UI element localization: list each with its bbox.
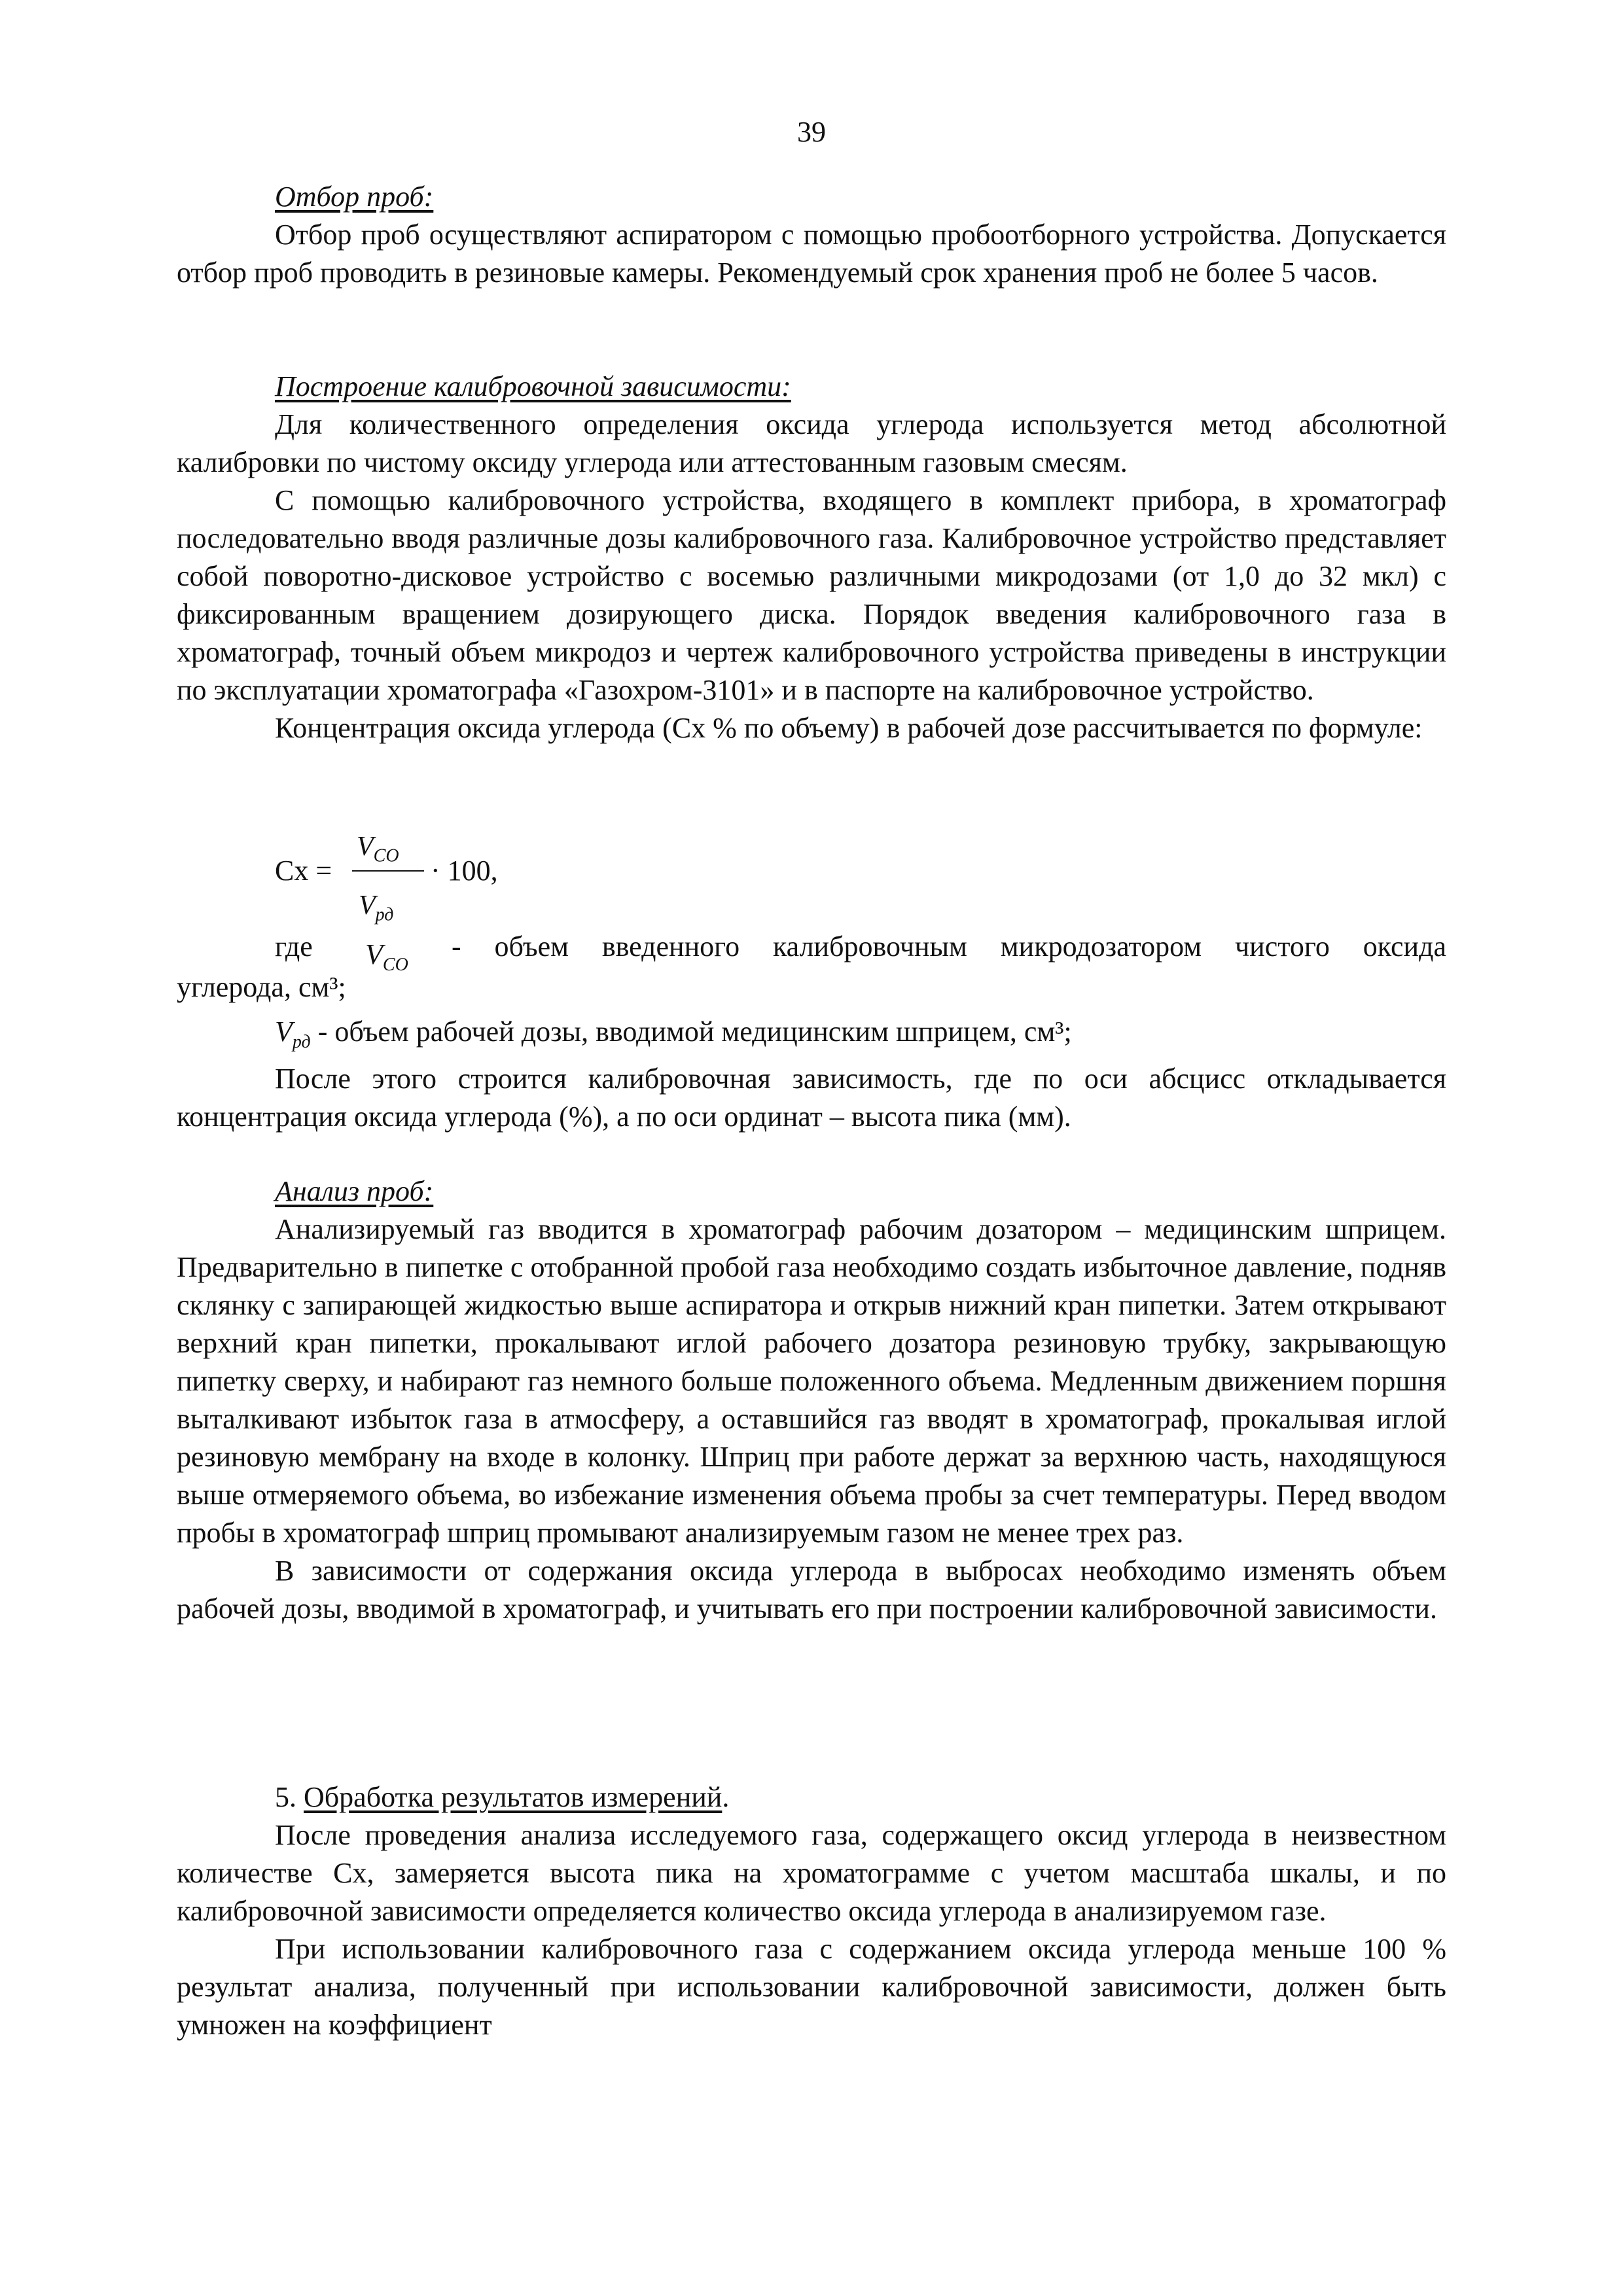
vco-definition-text: - объем введенного калибровочным микродозатором чистого оксида [452, 930, 1446, 963]
results-heading [275, 1778, 729, 1816]
calibration-heading: Построение калибровочной зависимости: [275, 370, 791, 402]
results-body [177, 1816, 1446, 2044]
calibration-after-paragraph: После этого строится калибровочная зависимость, где по оси абсцисс откладывается концентрация оксида углерода (%), а по оси ординат – высота пика (мм). [177, 1063, 1446, 1133]
vpd-definition-text: - объем рабочей дозы, вводимой медицинским шприцем, см³; [317, 1016, 1072, 1048]
results-heading-number: 5. [275, 1781, 296, 1813]
calibration-paragraph-3: Концентрация оксида углерода (Сх % по объему) в рабочей дозе рассчитывается по формуле: [275, 712, 1423, 744]
calibration-body [177, 406, 1446, 747]
analysis-paragraph-2: В зависимости от содержания оксида углерода в выбросах необходимо изменять объем рабочей дозы, вводимой в хроматограф, и учитывать его при построении калибровочной зависимости. [177, 1555, 1446, 1625]
sampling-body [177, 216, 1446, 292]
analysis-paragraph-1: Анализируемый газ вводится в хроматограф рабочим дозатором – медицинским шприцем. Предварительно в пипетке с отобранной пробой газа необходимо создать избыточное давление, подняв склянку с запирающей жидкостью выше аспиратора и открыв нижний кран пипетки. Затем открывают верхний кран пипетки, прокалывают иглой рабочего дозатора резиновую трубку, закрывающую пипетку сверху, и набирают газ немного больше положенного объема. Медленным движением поршня выталкивают избыток газа в атмосферу, а оставшийся газ вводят в хроматограф, прокалывая иглой резиновую мембрану на входе в колонку. Шприц при работе держат за верхнюю часть, находящуюся выше отмеряемого объема, во избежание изменения объема пробы за счет температуры. Перед вводом пробы в хроматограф шприц промывают анализируемым газом не менее трех раз. [177, 1213, 1446, 1549]
vpd-symbol: $V_{рд}$ [275, 1016, 311, 1052]
definition-vpd [275, 1013, 1072, 1061]
analysis-body [177, 1210, 1446, 1628]
vco-symbol: $V_{CO}$ [365, 938, 408, 975]
formula-lhs: Сх = [275, 855, 332, 887]
sampling-paragraph: Отбор проб осуществляют аспиратором с помощью пробоотборного устройства. Допускается отбор проб проводить в резиновые камеры. Рекомендуемый срок хранения проб не более 5 часов. [177, 219, 1446, 289]
where-label: где [275, 930, 313, 963]
formula-numerator: $V_{CO}$ [357, 832, 399, 866]
analysis-heading: Анализ проб: [275, 1175, 434, 1207]
formula-denominator: $V_{рд}$ [359, 891, 394, 925]
calibration-paragraph-2: С помощью калибровочного устройства, входящего в комплект прибора, в хроматограф последовательно вводя различные дозы калибровочного газа. Калибровочное устройство представляет собой поворотно-дисковое устройство с восемью различными микродозами (от 1,0 до 32 мкл) с фиксированным вращением дозирующего диска. Порядок введения калибровочного газа в хроматограф, точный объем микродоз и чертеж калибровочного устройства приведены в инструкции по эксплуатации хроматографа «Газохром-3101» и в паспорте на калибровочное устройство. [177, 484, 1446, 706]
vco-definition-continuation: углерода, см³; [177, 971, 346, 1003]
results-heading-period: . [722, 1781, 730, 1813]
calibration-paragraph-1: Для количественного определения оксида углерода используется метод абсолютной калибровки по чистому оксиду углерода или аттестованным газовым смесям. [177, 408, 1446, 478]
results-heading-title: Обработка результатов измерений [304, 1781, 722, 1813]
page-number: 39 [797, 116, 826, 148]
results-paragraph-1: После проведения анализа исследуемого газа, содержащего оксид углерода в неизвестном количестве Сх, замеряется высота пика на хроматограмме с учетом масштаба шкалы, и по калибровочной зависимости определяется количество оксида углерода в анализируемом газе. [177, 1819, 1446, 1927]
formula-fraction-line [352, 870, 424, 872]
calibration-after-body [177, 1060, 1446, 1136]
formula-multiplier: · 100, [431, 855, 498, 887]
sampling-heading: Отбор проб: [275, 181, 434, 213]
results-paragraph-2: При использовании калибровочного газа с содержанием оксида углерода меньше 100 % результат анализа, полученный при использовании калибровочной зависимости, должен быть умножен на коэффициент [177, 1933, 1446, 2041]
concentration-formula [275, 831, 864, 929]
